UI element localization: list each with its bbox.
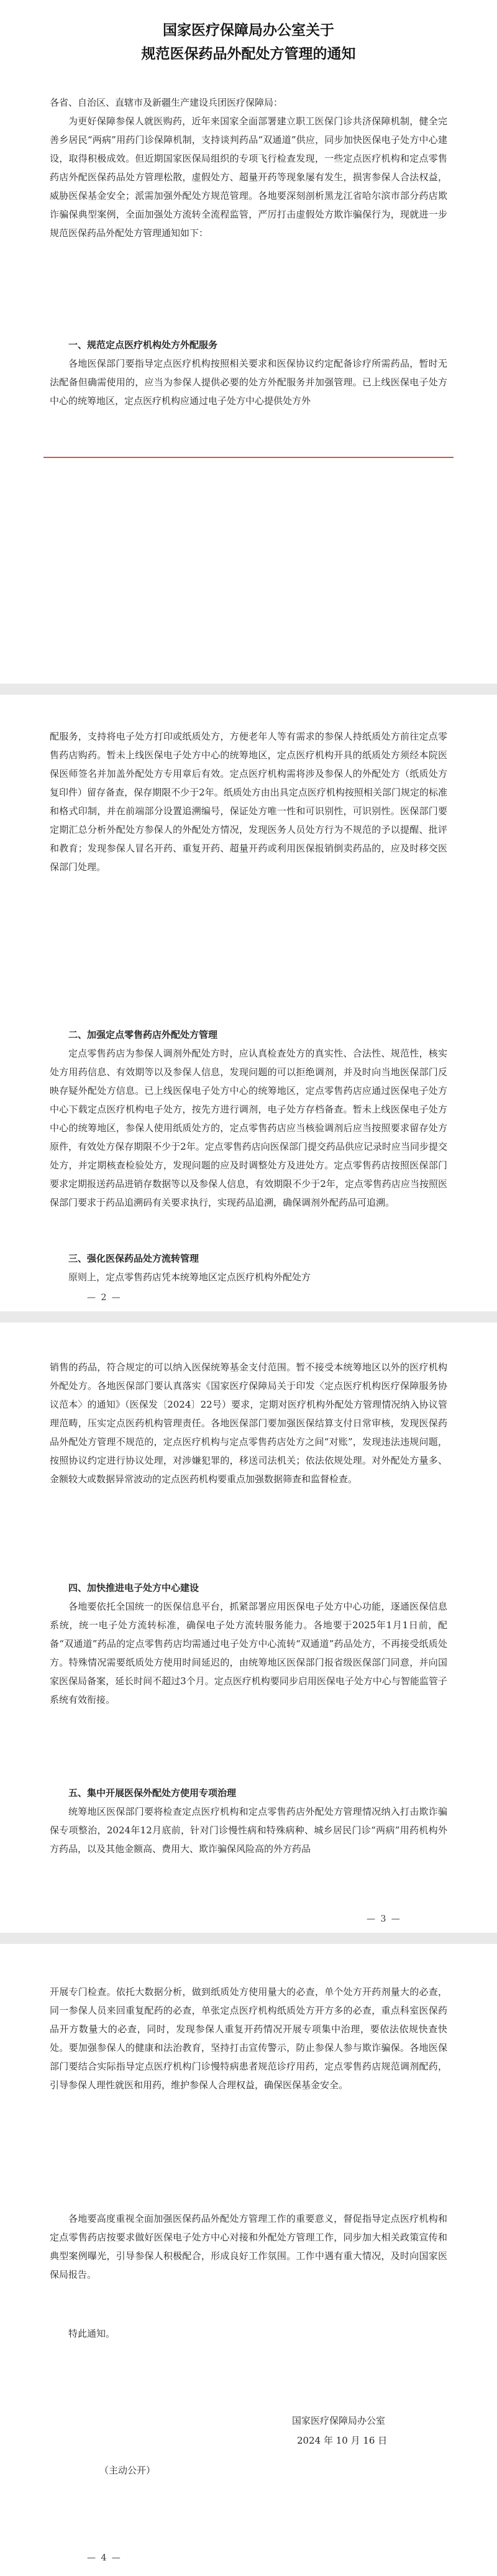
section-heading-3: 三、强化医保药品处方流转管理 [68, 1253, 199, 1264]
document-title-line-1: 国家医疗保障局办公室关于 [163, 22, 334, 39]
red-divider [43, 457, 454, 458]
section-5-paragraph: 统筹地区医保部门要将检查定点医疗机构和定点零售药店外配处方管理情况纳入打击欺诈骗保专项整治，2024年12月底前，针对门诊慢性病和特殊病种、城乡居民门诊“两病”用药机构外方药品，以及其他金额高、费用大、欺诈骗保风险高的外方药品 [50, 1806, 447, 1854]
issue-date: 2024 年 10 月 16 日 [297, 2435, 388, 2446]
page-gap [0, 1311, 497, 1322]
closing-statement: 特此通知。 [68, 2328, 116, 2339]
section-5-paragraph-cont: 开展专门检查。依托大数据分析，做到纸质处方使用量大的必查，单个处方开药剂量大的必查，同一参保人员来回重复配药的必查，单张定点医疗机构纸质处方开方多的必查，重点科室医保药品开方数量大的必查，同时，发现参保人重复开药情况开展专项集中治理，要依法依规快查快处。要加强参保人的健康和法治教育，坚持打击宣传警示，防止参保人参与欺诈骗保。各地医保部门要结合实际指导定点医疗机构门诊慢特病患者规范诊疗用药，定点零售药店规范调剂配药，引导参保人理性就医和用药，维护参保人合理权益，确保医保基金安全。 [50, 1986, 447, 2091]
page-number: — 4 — [87, 2553, 122, 2563]
publish-status: （主动公开） [99, 2465, 156, 2476]
section-heading-1: 一、规范定点医疗机构处方外配服务 [68, 339, 218, 351]
section-heading-4: 四、加快推进电子处方中心建设 [68, 1582, 199, 1593]
section-2-paragraph: 定点零售药店为参保人调剂外配处方时，应认真检查处方的真实性、合法性、规范性，核实处方用药信息、有效期等以及参保人信息，发现问题的可以拒绝调剂，并及时向当地医保部门反映存疑外配处方信息。已上线医保电子处方中心的统筹地区，定点零售药店应通过医保电子处方中心下载定点医疗机构电子处方，按先方进行调剂，电子处方存档备查。暂未上线医保电子处方中心的统筹地区，参保人使用纸质处方的，定点零售药店应当核验调剂后应当按照要求留存处方原件，有效处方保存期限不少于2年。定点零售药店向医保部门提交药品供应记录时应当同步提交处方，并定期核查检验处方，发现问题的应及时调整处方及进处方。定点零售药店按照医保部门要求定期报送药品进销存数据等以及参保人信息，有效期限不少于2年，定点零售药店应当按照医保部门要求于药品追溯码有关要求执行，实现药品追溯，确保调剂外配药品可追溯。 [50, 1048, 447, 1208]
section-4-paragraph: 各地要依托全国统一的医保信息平台，抓紧部署应用医保电子处方中心功能，逐通医保信息系统，统一电子处方流转标准，确保电子处方流转服务能力。各地要于2025年1月1日前，配备“双通道”药品的定点零售药店均需通过电子处方中心流转“双通道”药品处方，不再接受纸质处方。特殊情况需要纸质处方使用时间延迟的，由统筹地区医保部门报省级医保部门同意，并向国家医保局备案，延长时间不超过3个月。定点医疗机构要同步启用医保电子处方中心与智能监管子系统有效衔接。 [50, 1601, 447, 1705]
document-title-line-2: 规范医保药品外配处方管理的通知 [141, 45, 356, 62]
section-heading-2: 二、加强定点零售药店外配处方管理 [68, 1029, 218, 1040]
salutation: 各省、自治区、直辖市及新疆生产建设兵团医疗保障局： [50, 97, 283, 108]
page-gap [0, 1933, 497, 1944]
intro-paragraph: 为更好保障参保人就医购药，近年来国家全面部署建立职工医保门诊共济保障机制，健全完善乡居民“两病”用药门诊保障机制，支持谈判药品“双通道”供应，同步加快医保电子处方中心建设，取得积极成效。但近期国家医保局组织的专项飞行检查发现，一些定点医疗机构和定点零售药店外配医保药品处方管理松散，虚假处方、超量开药等现象屡有发生，损害参保人合法权益，威胁医保基金安全；派需加强外配处方规范管理。各地要深刻剖析黑龙江省哈尔滨市部分药店欺诈骗保典型案例，全面加强处方流转全流程监管，严厉打击虚假处方欺诈骗保行为，现就进一步规范医保药品外配处方管理通知如下： [50, 116, 447, 239]
issuer-name: 国家医疗保障局办公室 [292, 2415, 386, 2426]
page-number: — 3 — [367, 1914, 401, 1924]
page-number: — 2 — [87, 1293, 122, 1303]
section-heading-5: 五、集中开展医保外配处方使用专项治理 [68, 1787, 237, 1799]
section-3-paragraph: 原则上，定点零售药店凭本统筹地区定点医疗机构外配处方 [68, 1272, 311, 1283]
section-1-paragraph: 各地医保部门要指导定点医疗机构按照相关要求和医保协议约定配备诊疗所需药品，暂时无法配备但确需使用的，应当为参保人提供必要的处方外配服务并加强管理。已上线医保电子处方中心的统筹地区，定点医疗机构应通过电子处方中心提供处方外 [50, 358, 447, 406]
section-1-paragraph-cont: 配服务，支持将电子处方打印或纸质处方，方便老年人等有需求的参保人持纸质处方前往定点零售药店购药。暂未上线医保电子处方中心的统筹地区，定点医疗机构开具的纸质处方须经本院医保医师签名并加盖外配处方专用章后有效。定点医疗机构需将涉及参保人的外配处方（纸质处方复印件）留存备查，保存期限不少于2年。纸质处方由出具定点医疗机构按照相关部门规定的标准和格式印制，并在前端部分设置追溯编号，保证处方唯一性和可识别性，可识别性。医保部门要定期汇总分析外配处方参保人的外配处方情况，发现医务人员处方行为不规范的予以提醒、批评和教育；发现参保人冒名开药、重复开药、超量开药或利用医保报销倒卖药品的，应及时移交医保部门处理。 [50, 731, 447, 873]
section-3-paragraph-cont: 销售的药品，符合规定的可以纳入医保统筹基金支付范围。暂不接受本统筹地区以外的医疗机构外配处方。各地医保部门要认真落实《国家医疗保障局关于印发〈定点医疗机构医疗保障服务协议范本〉的通知》（医保发〔2024〕22号）要求，定期对医疗机构外配处方管理情况纳入协议管理范畴，压实定点医药机构管理责任。各地医保部门要加强医保结算支付日常审核，发现医保药品外配处方管理不规范的，定点医疗机构与定点零售药店处方之间“对账”，发现违法违规问题，按照协议约定进行协议处理，对涉嫌犯罪的，移送司法机关；依法依规处理。对外配处方量多、金额较大或数据异常波动的定点医药机构要重点加强数据筛查和监督检查。 [50, 1362, 447, 1485]
closing-paragraph: 各地要高度重视全面加强医保药品外配处方管理工作的重要意义，督促指导定点医疗机构和定点零售药店按要求做好医保电子处方中心对接和外配处方管理工作，同步加大相关政策宣传和典型案例曝光，引导参保人积极配合，形成良好工作氛围。工作中遇有重大情况，及时向国家医保局报告。 [50, 2213, 447, 2280]
page-gap [0, 684, 497, 695]
